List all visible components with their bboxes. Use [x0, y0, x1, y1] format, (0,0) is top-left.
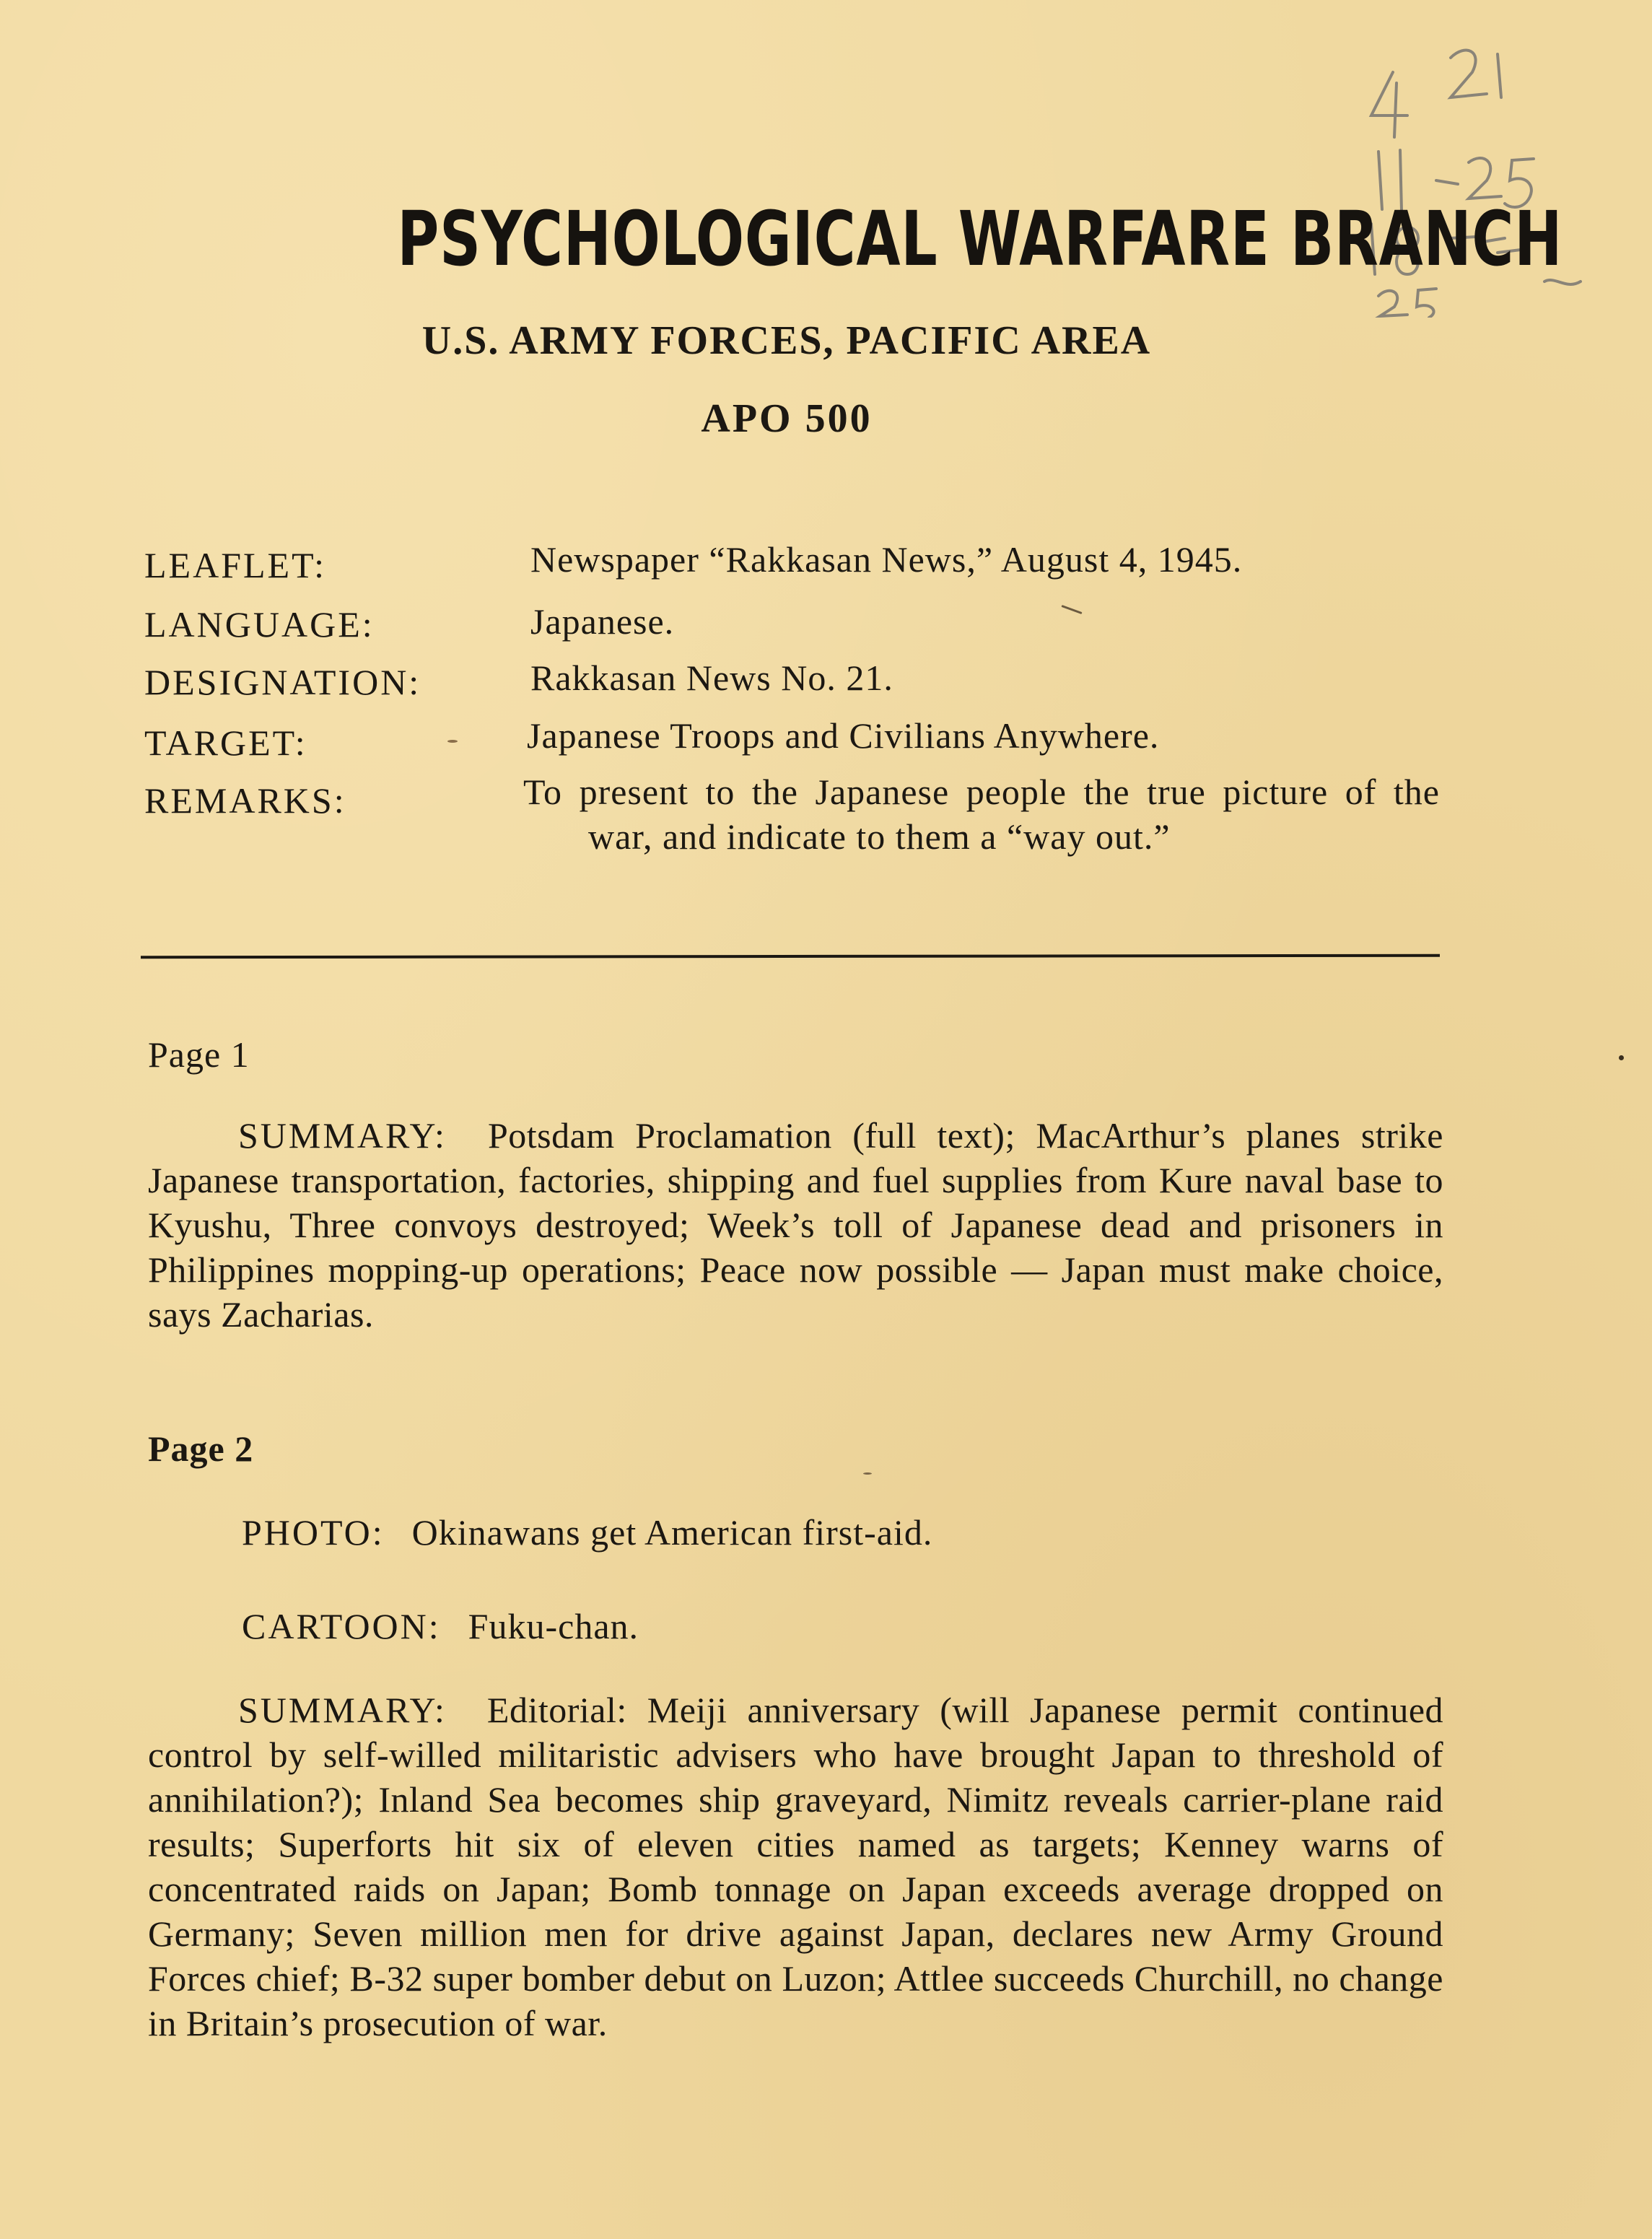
page1-summary-text: Potsdam Proclamation (full text); MacArthur’s planes strike Japanese transportation, factories, shipping and fuel supplies from Kure naval base to Kyushu, Three convoys destroyed; Week’s toll of Japanese dead and prisoners in Philippines mopping-up operations; Peace now possible — Japan must make choice, says Zacharias. — [148, 1115, 1443, 1335]
language-label: LANGUAGE: — [144, 604, 375, 645]
page1-heading: Page 1 — [148, 1034, 250, 1075]
page2-cartoon-label: CARTOON: — [242, 1606, 441, 1646]
remarks-value: To present to the Japanese people the true picture of the war, and indicate to them a “way out.” — [523, 772, 1440, 857]
leaflet-value: Newspaper “Rakkasan News,” August 4, 1945. — [530, 539, 1243, 580]
target-label: TARGET: — [144, 723, 307, 763]
apo-number: APO 500 — [701, 396, 873, 441]
page2-cartoon-text: Fuku-chan. — [468, 1606, 639, 1646]
page2-summary-label: SUMMARY: — [238, 1690, 447, 1730]
page2-photo-text: Okinawans get American first-aid. — [411, 1512, 933, 1553]
page2-heading: Page 2 — [148, 1428, 254, 1469]
page2-cartoon — [242, 1604, 639, 1649]
paper-mark — [1061, 605, 1082, 614]
page2-photo-label: PHOTO: — [242, 1512, 385, 1553]
horizontal-divider — [141, 954, 1440, 959]
page2-photo — [242, 1510, 932, 1555]
paper-speck — [1619, 1055, 1624, 1060]
page2-summary — [148, 1688, 1443, 2046]
designation-value: Rakkasan News No. 21. — [530, 658, 893, 698]
paper-mark — [447, 740, 458, 743]
designation-label: DESIGNATION: — [144, 662, 421, 702]
paper-mark — [863, 1472, 872, 1475]
page1-summary — [148, 1113, 1443, 1337]
leaflet-label: LEAFLET: — [144, 545, 327, 585]
remarks-label: REMARKS: — [144, 780, 346, 821]
document-title: PSYCHOLOGICAL WARFARE BRANCH — [397, 195, 1563, 283]
remarks-row — [144, 772, 1458, 922]
target-value: Japanese Troops and Civilians Anywhere. — [527, 715, 1160, 756]
page1-summary-label: SUMMARY: — [238, 1115, 447, 1156]
page2-summary-text: Editorial: Meiji anniversary (will Japanese permit continued control by self-willed militaristic advisers who have brought Japan to threshold of annihilation?); Inland Sea becomes ship graveyard, Nimitz reveals carrier-plane raid results; Superforts hit six of eleven cities named as targets; Kenney warns of concentrated raids on Japan; Bomb tonnage on Japan exceeds average dropped on Germany; Seven million men for drive against Japan, declares new Army Ground Forces chief; B-32 super bomber debut on Luzon; Attlee succeeds Churchill, no change in Britain’s prosecution of war. — [148, 1690, 1444, 2043]
organization-subtitle: U.S. ARMY FORCES, PACIFIC AREA — [421, 318, 1152, 363]
language-value: Japanese. — [530, 601, 675, 642]
